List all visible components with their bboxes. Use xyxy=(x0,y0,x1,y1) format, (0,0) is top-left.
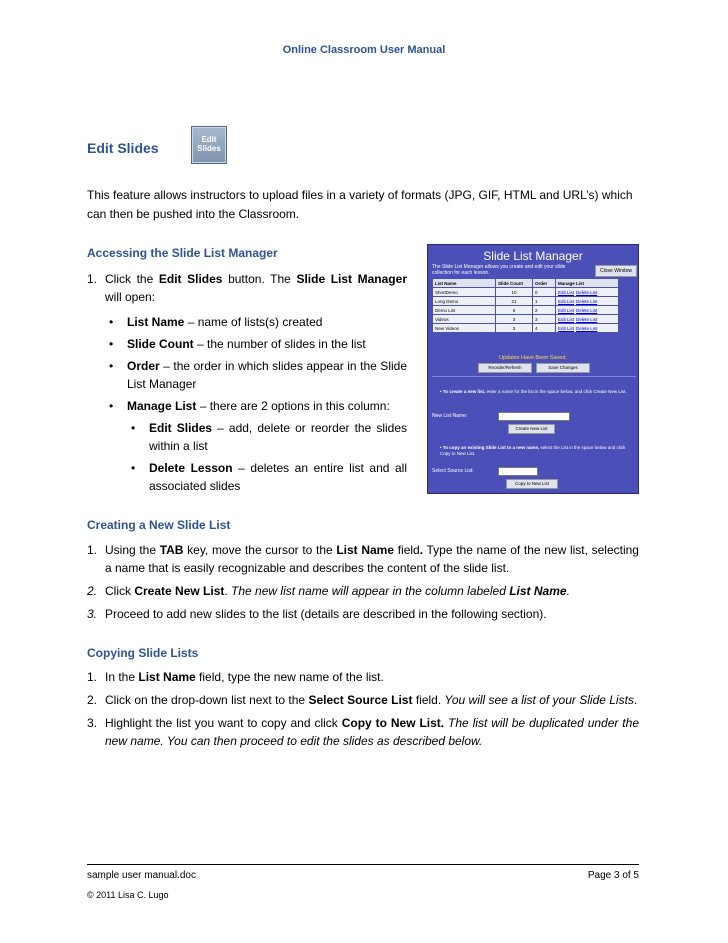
new-list-name-input xyxy=(498,412,570,421)
delete-list-link: Delete List xyxy=(576,298,598,304)
subbullet-edit-slides: • Edit Slides – add, delete or reorder the slides within a list xyxy=(131,421,407,453)
copy-to-new-list-button: Copy to New List xyxy=(506,479,558,489)
slm-title: Slide List Manager xyxy=(483,249,583,263)
slm-divider xyxy=(432,376,636,377)
table-row: ShortDemo 10 0 Edit List Delete List xyxy=(433,288,619,297)
new-list-name-label: New List Name: xyxy=(432,413,468,419)
copying-step-3: 3. Highlight the list you want to copy and click Copy to New List. The list will be duplicated under the new name. You can then proceed to edit the slides as described below. xyxy=(87,716,639,748)
col-slide-count: Slide Count xyxy=(496,279,533,288)
accessing-steps xyxy=(87,270,407,495)
table-row: Demo List 6 2 Edit List Delete List xyxy=(433,306,619,315)
section-title: Edit Slides xyxy=(87,140,159,156)
slm-note-copy: • To copy an existing Slide List to a new name, select the List in the space below and click Copy to New List. xyxy=(440,445,626,456)
updates-saved-message: Updates Have Been Saved. xyxy=(499,355,567,361)
close-window-button: Close Window xyxy=(595,265,637,277)
table-row: New Videos 3 4 Edit List Delete List xyxy=(433,324,619,333)
copying-step-1: 1. In the List Name field, type the new name of the list. xyxy=(87,670,384,684)
slide-lists-table xyxy=(432,278,619,333)
delete-list-link: Delete List xyxy=(576,307,598,313)
save-changes-button: Save Changes xyxy=(536,363,590,373)
copying-step-2: 2. Click on the drop-down list next to the Select Source List field. You will see a list of your Slide Lists. xyxy=(87,693,638,707)
edit-slides-label-2: Slides xyxy=(197,144,221,153)
creating-step-1: 1. Using the TAB key, move the cursor to the List Name field. Type the name of the new list, selecting a name that is easily recognizable and describes the content of the slide list. xyxy=(87,543,639,575)
copying-heading: Copying Slide Lists xyxy=(87,646,199,660)
creating-steps xyxy=(87,541,639,623)
col-order: Order xyxy=(533,279,556,288)
delete-list-link: Delete List xyxy=(576,325,598,331)
subbullet-delete-lesson: • Delete Lesson – deletes an entire list and all associated slides xyxy=(131,461,408,493)
accessing-heading: Accessing the Slide List Manager xyxy=(87,246,278,260)
creating-step-3: 3. Proceed to add new slides to the list (details are described in the following section). xyxy=(87,607,547,621)
bullet-order: • Order – the order in which slides appear in the Slide List Manager xyxy=(109,359,407,391)
edit-list-link: Edit List xyxy=(558,289,575,295)
table-row: Long Demo 21 1 Edit List Delete List xyxy=(433,297,619,306)
edit-list-link: Edit List xyxy=(558,325,575,331)
delete-list-link: Delete List xyxy=(576,289,598,295)
page-header-title: Online Classroom User Manual xyxy=(282,44,446,56)
reorder-refresh-button: Reorder/Refresh xyxy=(478,363,532,373)
footer-filename: sample user manual.doc xyxy=(87,870,196,881)
slm-description: The Slide List Manager allows you create and edit your slide collection for each lesson. xyxy=(432,264,566,276)
table-row: Videos 3 3 Edit List Delete List xyxy=(433,315,619,324)
slide-list-manager-screenshot xyxy=(427,244,639,494)
edit-slides-button-image xyxy=(191,126,227,164)
intro-paragraph: This feature allows instructors to upload files in a variety of formats (JPG, GIF, HTML and URL’s) which can then be pushed into the Classroom. xyxy=(87,188,633,221)
footer-page-number: Page 3 of 5 xyxy=(587,870,639,881)
edit-list-link: Edit List xyxy=(558,307,575,313)
select-source-list-label: Select Source List: xyxy=(432,468,474,474)
footer-copyright: © 2011 Lisa C. Lugo xyxy=(87,890,169,900)
accessing-step-1: 1. Click the Edit Slides button. The Slide List Manager will open: xyxy=(87,272,407,304)
edit-slides-label-1: Edit xyxy=(201,135,217,144)
select-source-list-dropdown xyxy=(498,467,538,476)
creating-heading: Creating a New Slide List xyxy=(87,518,231,532)
bullet-slide-count: • Slide Count – the number of slides in the list xyxy=(109,337,366,351)
delete-list-link: Delete List xyxy=(576,316,598,322)
create-new-list-button: Create New List xyxy=(508,424,555,434)
edit-list-link: Edit List xyxy=(558,316,575,322)
slm-note-create: • To create a new list, enter a name for the list in the space below, and click Create New List. xyxy=(440,389,627,394)
creating-step-2: 2. Click Create New List. The new list name will appear in the column labeled List Name. xyxy=(87,584,570,598)
col-list-name: List Name xyxy=(433,279,496,288)
bullet-list-name: • List Name – name of lists(s) created xyxy=(109,315,323,329)
col-manage-list: Manage List xyxy=(556,279,619,288)
footer-divider xyxy=(87,864,639,865)
bullet-manage-list: • Manage List – there are 2 options in this column: xyxy=(109,399,390,413)
copying-steps xyxy=(87,668,639,750)
edit-list-link: Edit List xyxy=(558,298,575,304)
